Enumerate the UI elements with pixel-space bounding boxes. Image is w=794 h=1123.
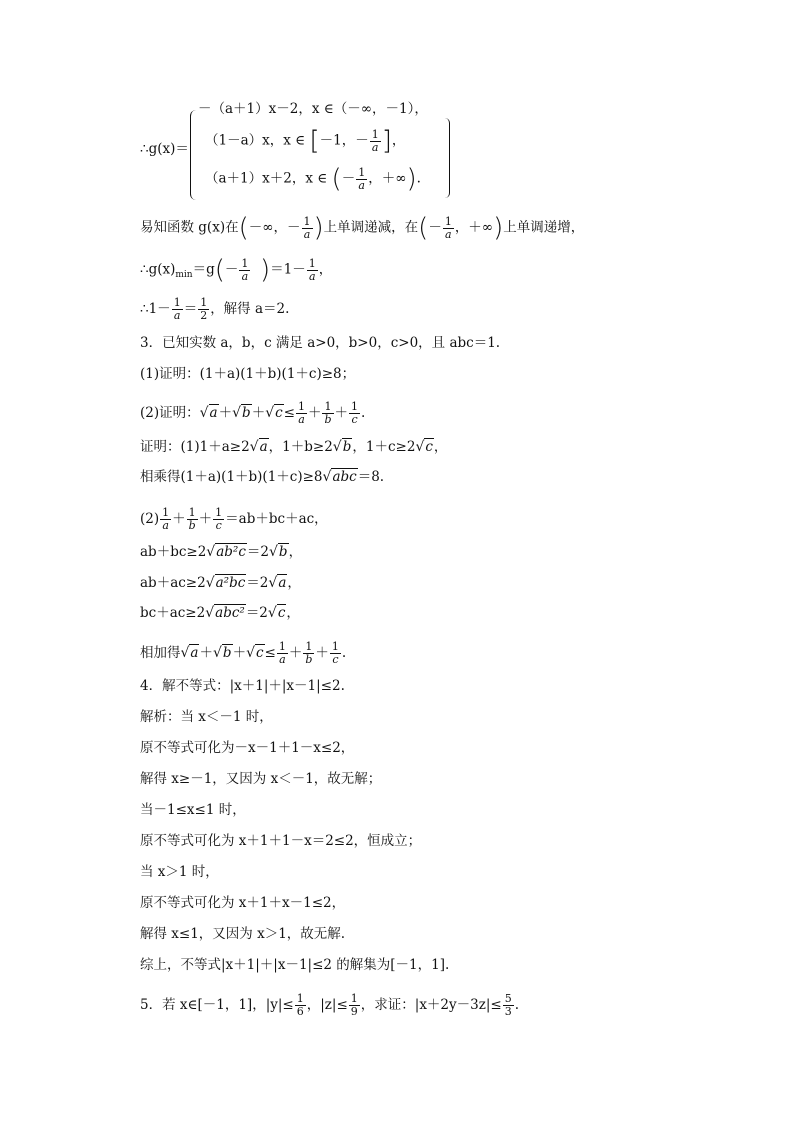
q4-line1	[140, 708, 273, 726]
text: 4．解不等式：|x＋1|＋|x－1|≤2.	[140, 678, 345, 694]
case3-text: （a＋1）x＋2，x ∈	[205, 170, 328, 187]
radicand: a	[190, 645, 199, 661]
period: .	[341, 645, 347, 661]
denominator: a	[241, 269, 249, 283]
subscript: min	[175, 270, 193, 281]
q4-line5	[140, 832, 421, 850]
bracket: [	[309, 126, 320, 156]
denominator: b	[324, 413, 332, 426]
denominator: c	[215, 519, 222, 532]
plus: ＋	[334, 405, 349, 421]
fraction	[443, 216, 454, 241]
radical: √	[206, 544, 216, 560]
sqrt-b	[269, 543, 289, 561]
sqrt-c	[265, 404, 283, 422]
leq: ≤	[264, 645, 276, 661]
text: ＝8.	[357, 469, 385, 485]
q4-stem	[140, 677, 345, 695]
sqrt-a2bc	[206, 574, 247, 592]
radical: √	[332, 439, 342, 455]
q3-sum	[140, 641, 346, 666]
plus: ＋	[218, 405, 233, 421]
numerator: 1	[162, 506, 170, 519]
leq: ≤	[283, 405, 295, 421]
radicand: c	[275, 405, 283, 421]
q3-part2-expand	[140, 507, 328, 532]
case1-text: －（a＋1）x－2，x ∈（－∞，－1），	[198, 101, 428, 117]
paren: (	[238, 213, 249, 243]
denominator: 9	[350, 1005, 358, 1018]
piecewise-case-3	[205, 166, 421, 192]
radicand: abc	[332, 469, 357, 485]
text: ，1＋c≥2	[352, 439, 416, 455]
sqrt-c	[268, 604, 286, 622]
text: ∴g(x)	[140, 261, 176, 278]
fraction	[302, 216, 313, 241]
q3-stem	[140, 334, 500, 352]
sqrt-b	[213, 644, 233, 662]
numerator: 1	[350, 992, 358, 1005]
numerator: 1	[331, 640, 339, 653]
denominator: a	[279, 653, 286, 666]
q5-stem	[140, 993, 519, 1018]
sqrt-c	[415, 438, 433, 456]
fraction	[213, 507, 224, 532]
radicand: c	[425, 439, 433, 455]
radical: √	[265, 405, 275, 421]
q4-line2	[140, 739, 354, 757]
text: 当 x＞1 时，	[140, 864, 219, 880]
paren: )	[406, 164, 417, 194]
paren: (	[214, 255, 225, 285]
piecewise-prefix	[140, 140, 189, 158]
comma: ，	[391, 132, 406, 149]
fraction	[349, 401, 360, 426]
numerator: 1	[371, 127, 379, 141]
radicand: c	[255, 645, 264, 661]
text: 原不等式可化为 x＋1＋1－x＝2≤2，恒成立；	[140, 833, 422, 849]
denominator: 2	[200, 309, 208, 322]
denominator: a	[303, 227, 311, 241]
denominator: c	[332, 653, 339, 666]
numerator: 1	[296, 992, 304, 1005]
radical: √	[212, 645, 222, 661]
fraction	[330, 641, 341, 666]
text: 原不等式可化为－x－1＋1－x≤2，	[140, 740, 355, 756]
plus: ＋	[288, 645, 303, 661]
paren: (	[418, 213, 429, 243]
radical: √	[415, 439, 425, 455]
text: (1)证明：(1＋a)(1＋b)(1＋c)≥8；	[140, 366, 356, 382]
radicand: b	[222, 645, 232, 661]
q3-ineq3	[140, 604, 300, 622]
text: ，|z|≤	[306, 997, 348, 1013]
plus: ＋	[172, 511, 186, 527]
text: 原不等式可化为 x＋1＋x－1≤2，	[140, 895, 346, 911]
text: －∞，－	[248, 219, 301, 236]
plus: ＋	[198, 511, 213, 527]
q4-line3	[140, 770, 381, 788]
radical: √	[180, 645, 190, 661]
text: ＝	[183, 301, 198, 317]
comma: ，	[286, 605, 300, 621]
radicand: a	[209, 405, 218, 421]
sqrt-ab2c	[206, 543, 247, 561]
radical: √	[268, 544, 278, 560]
numerator: 1	[303, 641, 314, 654]
denominator: b	[188, 519, 196, 532]
text: 解得 x≤1，又因为 x＞1，故无解.	[140, 926, 346, 942]
case2-text: （1－a）x，x ∈	[205, 132, 306, 149]
plus: ＋	[315, 645, 329, 661]
fraction	[160, 507, 171, 532]
plus: ＋	[251, 405, 266, 421]
text: 上单调递减，在	[323, 219, 419, 236]
denominator: a	[358, 178, 365, 192]
fraction	[322, 401, 333, 426]
numerator: 1	[200, 296, 208, 309]
piecewise-case-1	[198, 100, 428, 118]
numerator: 1	[351, 400, 359, 413]
sqrt-a	[250, 438, 269, 456]
fraction	[198, 297, 209, 322]
fraction	[303, 641, 314, 666]
text: ＝2	[245, 605, 268, 621]
period: .	[514, 997, 520, 1013]
q3-part1	[140, 365, 355, 383]
text: ，解得 a＝2.	[210, 301, 290, 317]
text: 综上，不等式|x＋1|＋|x－1|≤2 的解集为[－1，1].	[140, 957, 450, 973]
radicand: a	[278, 575, 287, 591]
text: 相乘得(1＋a)(1＋b)(1＋c)≥8	[140, 469, 323, 485]
brace-right	[445, 118, 450, 198]
text: ∴1－	[140, 301, 171, 317]
radical: √	[268, 575, 278, 591]
numerator: 1	[308, 256, 316, 270]
denominator: 3	[504, 1005, 512, 1018]
text: 上单调递增，	[503, 219, 585, 236]
denominator: a	[162, 519, 169, 532]
fraction	[356, 167, 367, 192]
fraction	[349, 993, 360, 1018]
text: 当－1≤x≤1 时，	[140, 802, 246, 818]
fraction	[277, 641, 288, 666]
case2-interval: －1，－	[319, 132, 369, 149]
text: ，1＋b≥2	[268, 439, 333, 455]
brace-left	[190, 110, 197, 200]
sqrt-b	[232, 404, 252, 422]
plus: ＋	[199, 645, 213, 661]
numerator: 1	[297, 400, 305, 413]
text: 5．若 x∈[－1，1]，|y|≤	[140, 997, 294, 1013]
fraction	[187, 507, 198, 532]
radical: √	[205, 575, 215, 591]
text: 解析：当 x＜－1 时，	[140, 709, 273, 725]
plus: ＋	[307, 405, 322, 421]
numerator: 1	[358, 165, 366, 179]
plus: ＋	[232, 645, 247, 661]
fraction	[307, 258, 318, 283]
denominator: a	[308, 269, 316, 283]
denominator: c	[351, 413, 358, 426]
text: －	[428, 219, 442, 236]
radical: √	[232, 405, 242, 421]
comma: ，	[288, 544, 303, 560]
text: ，求证：|x＋2y－3z|≤	[360, 997, 502, 1013]
text: ＝1－	[270, 261, 306, 278]
denominator: 6	[296, 1005, 304, 1018]
denominator: b	[305, 653, 313, 666]
radicand: b	[278, 544, 288, 560]
text: ＝ab＋bc＋ac，	[225, 511, 328, 527]
radicand: a²bc	[215, 575, 246, 591]
text: －	[224, 261, 239, 278]
q4-line4	[140, 801, 246, 819]
solve-a-line	[140, 297, 289, 322]
comma: ，	[287, 575, 301, 591]
q4-line8	[140, 925, 345, 943]
sqrt-a	[181, 644, 200, 662]
fraction	[239, 258, 250, 283]
text: ＝2	[246, 544, 269, 560]
fraction	[503, 993, 514, 1018]
text: ，＋∞	[454, 219, 494, 236]
text: ＝2	[246, 575, 269, 591]
q4-line9	[140, 956, 449, 974]
text: 解得 x≥－1，又因为 x＜－1，故无解；	[140, 771, 382, 787]
radical: √	[249, 439, 259, 455]
radical: √	[246, 645, 255, 661]
text: (2)	[140, 511, 160, 527]
numerator: 1	[303, 214, 311, 228]
text: (2)证明：	[140, 405, 200, 421]
q3-ineq1	[140, 543, 302, 561]
text: 相加得	[140, 645, 181, 661]
bracket: ]	[381, 126, 392, 156]
text: ＝g	[192, 261, 215, 278]
text: ，	[433, 439, 448, 455]
radical: √	[267, 605, 277, 621]
text: ab＋ac≥2	[140, 575, 206, 591]
sqrt-abc2	[205, 604, 246, 622]
minus: －	[341, 170, 356, 187]
denominator: a	[445, 227, 452, 241]
period: .	[361, 405, 366, 421]
denominator: a	[371, 140, 379, 154]
q3-part2	[140, 401, 365, 426]
numerator: 1	[187, 507, 198, 520]
numerator: 1	[444, 214, 452, 228]
q4-line7	[140, 894, 345, 912]
numerator: 1	[278, 640, 286, 653]
text: 证明：(1)1＋a≥2	[140, 439, 250, 455]
text: ab＋bc≥2	[140, 544, 207, 560]
numerator: 1	[322, 401, 333, 414]
sqrt-a	[200, 404, 219, 422]
period: .	[416, 170, 421, 187]
q4-line6	[140, 863, 219, 881]
numerator: 1	[173, 296, 181, 309]
text: ，	[318, 261, 333, 278]
fraction	[295, 993, 306, 1018]
numerator: 1	[215, 506, 223, 519]
fraction	[296, 401, 307, 426]
gx-label: ∴g(x)＝	[140, 141, 189, 157]
radicand: ab²c	[216, 544, 246, 560]
case3-interval: ，＋∞	[368, 170, 407, 187]
q3-ineq2	[140, 574, 301, 592]
numerator: 1	[241, 256, 249, 270]
gmin-line	[140, 257, 332, 284]
radical: √	[199, 405, 209, 421]
text: 3．已知实数 a，b，c 满足 a>0，b>0，c>0，且 abc＝1.	[140, 335, 501, 351]
q3-multiply	[140, 468, 384, 486]
sqrt-abc	[323, 468, 358, 486]
radicand: b	[242, 405, 251, 421]
sqrt-b	[333, 438, 353, 456]
fraction	[172, 297, 183, 322]
radical: √	[205, 605, 215, 621]
denominator: a	[173, 309, 181, 322]
radicand: c	[277, 605, 286, 621]
radical: √	[322, 469, 332, 485]
text: 易知函数 g(x)在	[140, 219, 239, 236]
sqrt-c	[246, 644, 264, 662]
radicand: a	[259, 439, 268, 455]
paren: )	[493, 213, 504, 243]
fraction	[370, 129, 381, 154]
paren: )	[260, 255, 271, 285]
q3-proof1	[140, 438, 447, 456]
piecewise-case-2	[205, 128, 405, 154]
monotonic-line	[140, 215, 584, 241]
text: bc＋ac≥2	[140, 605, 206, 621]
radicand: abc²	[215, 605, 245, 621]
radicand: b	[342, 439, 352, 455]
paren: (	[331, 164, 342, 194]
paren: )	[313, 213, 324, 243]
sqrt-a	[268, 574, 287, 592]
numerator: 5	[504, 992, 512, 1005]
denominator: a	[298, 413, 305, 426]
